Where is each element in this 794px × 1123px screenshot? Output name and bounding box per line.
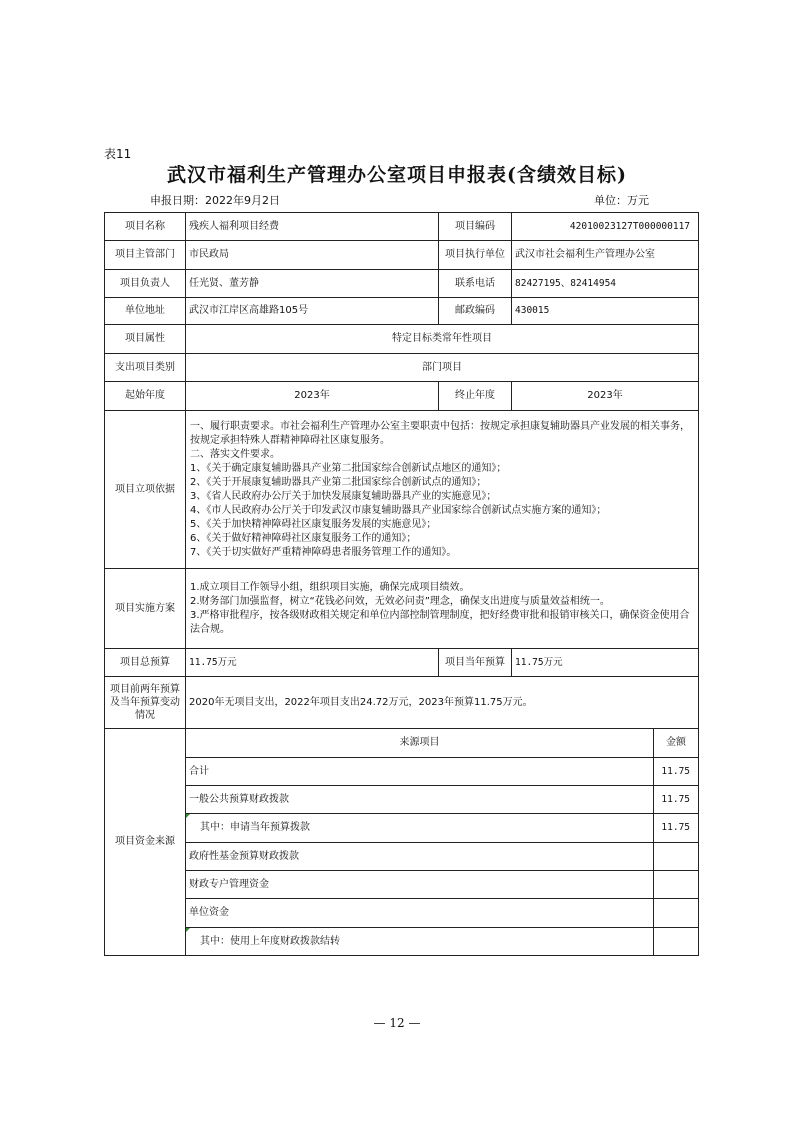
basis-line: 2、《关于开展康复辅助器具产业第二批国家综合创新试点的通知》； — [190, 476, 487, 488]
table-row — [105, 569, 699, 649]
amount-header: 金额 — [654, 729, 699, 758]
table-row — [105, 928, 699, 956]
category-label: 支出项目类别 — [105, 354, 186, 382]
project-name-value: 残疾人福利项目经费 — [186, 213, 439, 241]
attribute-label: 项目属性 — [105, 325, 186, 354]
table-row — [105, 411, 699, 569]
end-year-label: 终止年度 — [439, 382, 512, 411]
source-name: 政府性基金预算财政拨款 — [186, 843, 654, 871]
project-application-table — [104, 212, 699, 956]
exec-unit-label: 项目执行单位 — [439, 241, 512, 270]
table-row — [105, 382, 699, 411]
table-row — [105, 213, 699, 241]
basis-line: 1、《关于确定康复辅助器具产业第二批国家综合创新试点地区的通知》； — [190, 462, 507, 474]
basis-content — [186, 411, 699, 569]
page-number: — 12 — — [373, 1016, 421, 1030]
project-name-label: 项目名称 — [105, 213, 186, 241]
basis-line: 二、落实文件要求。 — [190, 448, 280, 460]
plan-label: 项目实施方案 — [105, 569, 186, 649]
source-header: 来源项目 — [186, 729, 654, 758]
source-name: 其中：申请当年预算拨款 — [186, 814, 654, 843]
plan-line: 2.财务部门加强监督，树立“花钱必问效，无效必问责”理念，确保支出进度与质量效益相统一。 — [190, 595, 610, 607]
table-row — [105, 871, 699, 899]
plan-line: 3.严格审批程序，按各级财政相关规定和单位内部控制管理制度，把好经费审批和报销审核关口，确保资金使用合法合规。 — [190, 609, 690, 635]
address-value: 武汉市江岸区高雄路105号 — [186, 298, 439, 325]
phone-label: 联系电话 — [439, 270, 512, 298]
basis-line: 5、《关于加快精神障碍社区康复服务发展的实施意见》； — [190, 518, 437, 530]
basis-line: 4、《市人民政府办公厅关于印发武汉市康复辅助器具产业国家综合创新试点实施方案的通知》； — [190, 504, 607, 516]
category-value: 部门项目 — [186, 354, 699, 382]
leader-value: 任光贤、董芳静 — [186, 270, 439, 298]
plan-line: 1.成立项目工作领导小组，组织项目实施，确保完成项目绩效。 — [190, 581, 470, 593]
table-row — [105, 677, 699, 729]
table-row — [105, 814, 699, 843]
start-year-label: 起始年度 — [105, 382, 186, 411]
plan-content — [186, 569, 699, 649]
basis-line: 一、履行职责要求。市社会福利生产管理办公室主要职责中包括：按规定承担康复辅助器具产业发展的相关事务，按规定承担特殊人群精神障碍社区康复服务。 — [190, 420, 690, 446]
address-label: 单位地址 — [105, 298, 186, 325]
table-row — [105, 649, 699, 677]
dept-value: 市民政局 — [186, 241, 439, 270]
source-amount: 11.75 — [654, 758, 699, 786]
source-name: 单位资金 — [186, 899, 654, 928]
basis-line: 6、《关于做好精神障碍社区康复服务工作的通知》； — [190, 532, 417, 544]
postcode-value: 430015 — [512, 298, 699, 325]
source-amount: 11.75 — [654, 814, 699, 843]
table-row — [105, 729, 699, 758]
project-code-label: 项目编码 — [439, 213, 512, 241]
table-row — [105, 899, 699, 928]
postcode-label: 邮政编码 — [439, 298, 512, 325]
source-amount: 11.75 — [654, 786, 699, 814]
source-amount — [654, 843, 699, 871]
dept-label: 项目主管部门 — [105, 241, 186, 270]
table-row — [105, 786, 699, 814]
table-row — [105, 241, 699, 270]
source-amount — [654, 928, 699, 956]
basis-line: 7、《关于切实做好严重精神障碍患者服务管理工作的通知》。 — [190, 546, 457, 558]
phone-value: 82427195、82414954 — [512, 270, 699, 298]
total-budget-value: 11.75万元 — [186, 649, 439, 677]
basis-line: 3、《省人民政府办公厅关于加快发展康复辅助器具产业的实施意见》； — [190, 490, 497, 502]
start-year-value: 2023年 — [186, 382, 439, 411]
table-number: 表11 — [104, 147, 132, 161]
table-row — [105, 354, 699, 382]
total-budget-label: 项目总预算 — [105, 649, 186, 677]
table-row — [105, 758, 699, 786]
attribute-value: 特定目标类常年性项目 — [186, 325, 699, 354]
source-amount — [654, 871, 699, 899]
leader-label: 项目负责人 — [105, 270, 186, 298]
table-row — [105, 325, 699, 354]
project-code-value: 42010023127T000000117 — [512, 213, 699, 241]
year-budget-label: 项目当年预算 — [439, 649, 512, 677]
table-row — [105, 843, 699, 871]
table-row — [105, 298, 699, 325]
source-name: 一般公共预算财政拨款 — [186, 786, 654, 814]
unit-label: 单位：万元 — [594, 194, 649, 207]
year-budget-value: 11.75万元 — [512, 649, 699, 677]
exec-unit-value: 武汉市社会福利生产管理办公室 — [512, 241, 699, 270]
budget-change-label: 项目前两年预算及当年预算变动情况 — [105, 677, 186, 729]
source-amount — [654, 899, 699, 928]
budget-change-value: 2020年无项目支出，2022年项目支出24.72万元，2023年预算11.75万元。 — [186, 677, 699, 729]
source-name: 财政专户管理资金 — [186, 871, 654, 899]
end-year-value: 2023年 — [512, 382, 699, 411]
table-row — [105, 270, 699, 298]
source-name: 合计 — [186, 758, 654, 786]
funding-label: 项目资金来源 — [105, 729, 186, 956]
report-date: 申报日期：2022年9月2日 — [150, 194, 280, 207]
form-title: 武汉市福利生产管理办公室项目申报表(含绩效目标) — [167, 164, 627, 186]
source-name: 其中：使用上年度财政拨款结转 — [186, 928, 654, 956]
basis-label: 项目立项依据 — [105, 411, 186, 569]
